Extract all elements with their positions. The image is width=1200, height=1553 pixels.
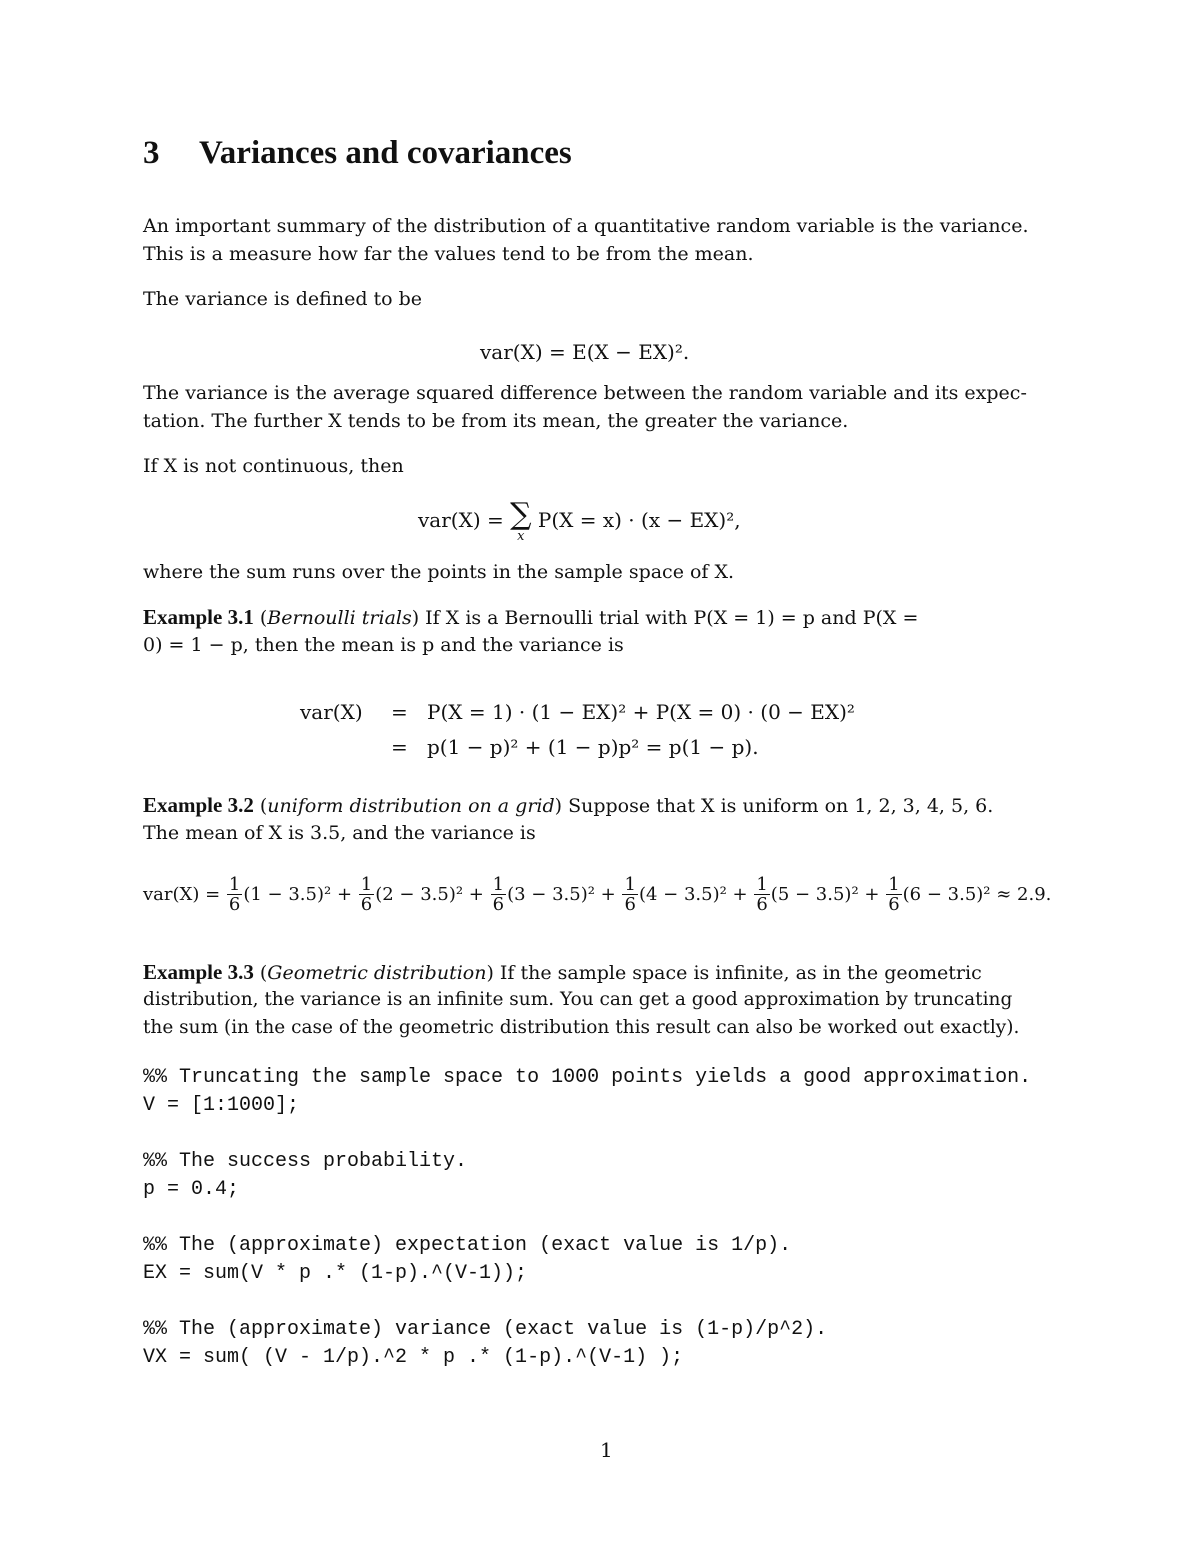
- uniform-term-4: (4 − 3.5)² +: [638, 884, 748, 905]
- fraction-1: $\frac{1}{6}$: [228, 874, 241, 915]
- uniform-eq-lhs: var(X) =: [143, 884, 221, 905]
- sum-explanation-text: where the sum runs over the points in the sample space of X.: [143, 561, 735, 583]
- example-3-2-line-2: The mean of X is 3.5, and the variance is: [143, 822, 536, 844]
- section-heading: [143, 135, 572, 172]
- uniform-term-1: (1 − 3.5)² +: [243, 884, 353, 905]
- example-3-2-line-1: Example 3.2 (uniform distribution on a grid) Suppose that X is uniform on 1, 2, 3, 4, 5, 6.: [143, 793, 994, 817]
- fraction-3: $\frac{1}{6}$: [492, 874, 505, 915]
- uniform-variance-equation: [143, 876, 1051, 914]
- explanation-line-1: The variance is the average squared difference between the random variable and its expec-: [143, 382, 1027, 404]
- bernoulli-eq-lhs: var(X): [300, 700, 363, 724]
- variance-definition-equation: var(X) = E(X − EX)².: [480, 340, 690, 364]
- example-3-1-text: If X is a Bernoulli trial with P(X = 1) = p and P(X =: [425, 607, 919, 629]
- sigma-symbol: ∑: [510, 497, 532, 532]
- definition-text: The variance is defined to be: [143, 288, 423, 310]
- code-line: EX = sum(V * p .* (1-p).^(V-1));: [143, 1262, 528, 1285]
- code-line: [143, 1204, 1031, 1232]
- fraction-6: $\frac{1}{6}$: [888, 874, 900, 915]
- code-line: p = 0.4;: [143, 1178, 240, 1201]
- uniform-term-3: (3 − 3.5)² +: [507, 884, 616, 905]
- intro-line-1: An important summary of the distribution of a quantitative random variable is the variance.: [143, 215, 1029, 237]
- code-line: V = [1:1000];: [143, 1094, 300, 1117]
- summation-symbol: [510, 497, 532, 544]
- code-line: %% The (approximate) variance (exact value is (1-p)/p^2).: [143, 1318, 828, 1341]
- discrete-intro-text: If X is not continuous, then: [143, 455, 404, 477]
- section-title: Variances and covariances: [199, 135, 572, 171]
- fraction-2: $\frac{1}{6}$: [360, 874, 373, 915]
- section-number: 3: [143, 135, 160, 171]
- uniform-term-5: (5 − 3.5)² +: [770, 884, 880, 905]
- code-line: [143, 1288, 1031, 1316]
- code-line: [143, 1120, 1031, 1148]
- example-3-2-text: Suppose that X is uniform on 1, 2, 3, 4, 5, 6.: [568, 795, 994, 817]
- fraction-4: $\frac{1}{6}$: [624, 874, 636, 915]
- example-3-1-line-2: 0) = 1 − p, then the mean is p and the variance is: [143, 634, 624, 656]
- example-3-1-line-1: Example 3.1 (Bernoulli trials) If X is a Bernoulli trial with P(X = 1) = p and P(X =: [143, 605, 919, 629]
- intro-line-2: This is a measure how far the values tend to be from the mean.: [143, 243, 754, 265]
- bernoulli-eq-rel-2: =: [391, 735, 408, 759]
- example-3-3-line-3: the sum (in the case of the geometric distribution this result can also be worked out exactly).: [143, 1017, 1020, 1038]
- summation-index: x: [517, 529, 525, 544]
- code-line: %% The success probability.: [143, 1150, 468, 1173]
- page-number: 1: [600, 1438, 613, 1462]
- bernoulli-eq-rhs-2: p(1 − p)² + (1 − p)p² = p(1 − p).: [427, 735, 759, 759]
- uniform-term-2: (2 − 3.5)² +: [375, 884, 484, 905]
- bernoulli-eq-rel-1: =: [391, 700, 408, 724]
- explanation-line-2: tation. The further X tends to be from its mean, the greater the variance.: [143, 410, 849, 432]
- code-line: %% The (approximate) expectation (exact value is 1/p).: [143, 1234, 792, 1257]
- example-3-3-line-1: Example 3.3 (Geometric distribution) If the sample space is infinite, as in the geometric: [143, 960, 982, 984]
- example-3-3-label: Example 3.3: [143, 960, 254, 984]
- code-line: %% Truncating the sample space to 1000 points yields a good approximation.: [143, 1066, 1032, 1089]
- uniform-term-6: (6 − 3.5)² ≈ 2.9.: [902, 884, 1052, 905]
- sum-equation-rhs: P(X = x) · (x − EX)²,: [537, 508, 741, 532]
- code-block: [143, 1064, 1031, 1372]
- fraction-5: $\frac{1}{6}$: [756, 874, 768, 915]
- example-3-1-label: Example 3.1: [143, 605, 254, 629]
- code-line: VX = sum( (V - 1/p).^2 * p .* (1-p).^(V-1) );: [143, 1346, 684, 1369]
- bernoulli-eq-rhs-1: P(X = 1) · (1 − EX)² + P(X = 0) · (0 − EX)²: [427, 700, 855, 724]
- example-3-1-name: Bernoulli trials: [267, 607, 412, 629]
- example-3-3-text: If the sample space is infinite, as in the geometric: [499, 962, 982, 984]
- discrete-variance-equation: [418, 497, 741, 544]
- example-3-3-name: Geometric distribution: [267, 962, 487, 984]
- example-3-2-name: uniform distribution on a grid: [267, 795, 555, 817]
- example-3-2-label: Example 3.2: [143, 793, 254, 817]
- example-3-3-line-2: distribution, the variance is an infinite sum. You can get a good approximation by truncating: [143, 989, 1013, 1010]
- sum-equation-lhs: var(X) =: [418, 508, 504, 532]
